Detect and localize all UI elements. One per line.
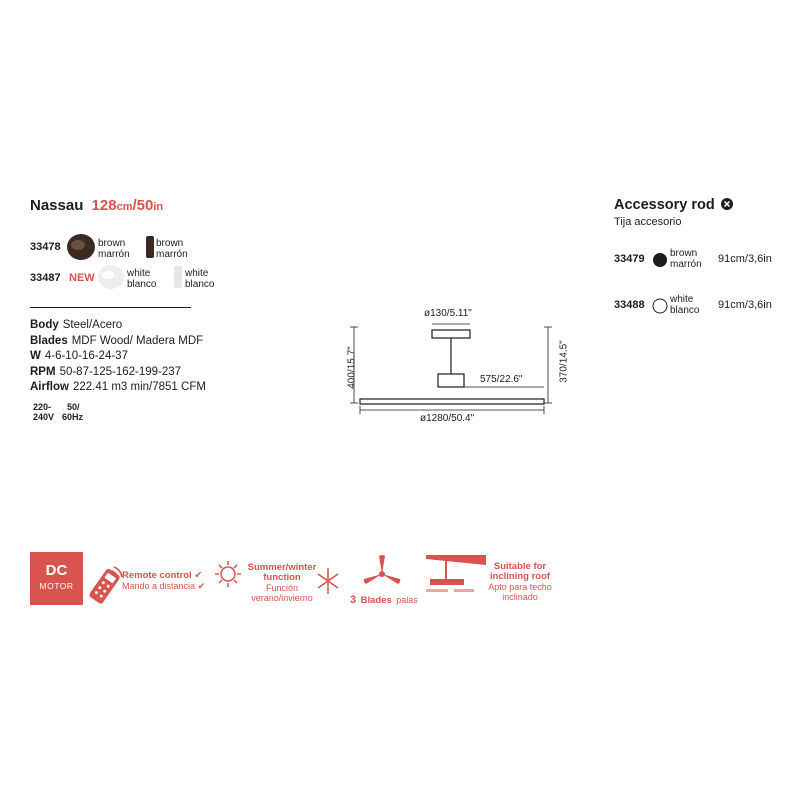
spec-list <box>30 318 206 396</box>
spec-row: Blades MDF Wood/ Madera MDF <box>30 334 204 347</box>
sun-icon <box>214 560 242 588</box>
inclined-roof-icon <box>424 553 488 599</box>
variant-blade-color: white blanco <box>185 268 215 290</box>
summer-winter-label: Summer/winter function Función verano/invierno <box>247 562 317 603</box>
accessory-color: brown marrón <box>670 248 702 270</box>
variant-body-color: white blanco <box>127 268 157 290</box>
diameter-dimension: ø1280/50.4" <box>420 413 475 424</box>
fan-body-brown-swatch <box>66 233 96 261</box>
remote-control-label: Remote control ✔ Mando a distancia ✔ <box>122 570 206 591</box>
variant-body-color: brown marrón <box>98 238 130 260</box>
variant-code: 33487 <box>30 272 61 284</box>
accessory-color: white blanco <box>670 294 700 316</box>
total-height-dimension: 400/15.7" <box>346 346 358 389</box>
accessory-title: Accessory rod <box>614 197 733 213</box>
check-icon: ✔ <box>194 570 203 581</box>
three-blades-icon <box>360 554 404 590</box>
fan-body-white-swatch <box>97 264 125 290</box>
divider <box>30 307 191 308</box>
variant-code: 33478 <box>30 241 61 253</box>
spec-row: W 4-6-10-16-24-37 <box>30 350 128 362</box>
check-icon: ✔ <box>197 581 206 591</box>
spec-row: Body Steel/Acero <box>30 319 123 331</box>
accessory-subtitle: Tija accesorio <box>614 216 682 228</box>
product-size: 128cm/50in <box>91 197 164 214</box>
accessory-length: 91cm/3,6in <box>718 299 772 311</box>
new-badge: NEW <box>69 272 95 284</box>
blade-length-dimension: 575/22.6" <box>480 374 523 385</box>
spec-row: RPM 50-87-125-162-199-237 <box>30 365 182 378</box>
snowflake-icon <box>316 566 340 596</box>
color-swatch-white <box>652 298 668 314</box>
voltage-spec: 220- 50/ 240V 60Hz <box>33 402 84 422</box>
canopy-dimension: ø130/5.11" <box>424 308 472 319</box>
variant-blade-color: brown marrón <box>156 238 188 260</box>
inclined-roof-label: Suitable for inclining roof Apto para techo inclinado <box>488 561 552 602</box>
dc-motor-badge: DC MOTOR <box>30 552 83 605</box>
blade-brown-swatch <box>145 236 155 258</box>
color-swatch-brown <box>652 252 668 268</box>
remote-control-icon <box>84 565 124 607</box>
blades-label: 3 Blades palas <box>350 594 418 606</box>
accessory-code: 33479 <box>614 253 645 265</box>
accessory-length: 91cm/3,6in <box>718 253 772 265</box>
body-height-dimension: 370/14.5" <box>558 340 570 383</box>
spec-row: Airflow 222.41 m3 min/7851 CFM <box>30 381 206 393</box>
product-name: Nassau <box>30 197 84 214</box>
accessory-code: 33488 <box>614 299 645 311</box>
close-circle-icon <box>721 198 733 210</box>
product-title <box>30 197 163 214</box>
blade-white-swatch <box>173 266 183 288</box>
